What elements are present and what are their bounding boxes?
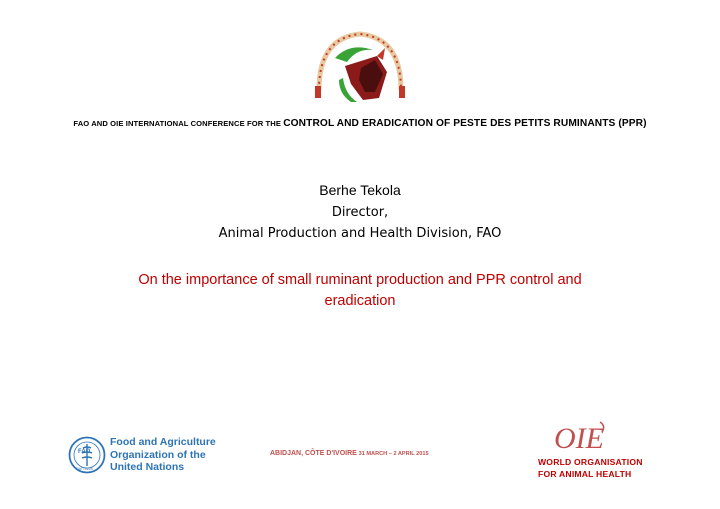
oie-mark-text: OIE [554, 422, 604, 454]
conference-logo [305, 28, 415, 106]
venue-city: ABIDJAN, CÔTE D'IVOIRE [270, 450, 357, 457]
fao-emblem-icon [68, 436, 106, 474]
fao-name-line-2: Organization of the [110, 448, 206, 461]
fao-emblem-motto: FIAT PANIS [76, 467, 93, 471]
venue-dates: 31 MARCH – 2 APRIL 2015 [358, 451, 429, 457]
talk-title-line-1: On the importance of small ruminant production and PPR control and [138, 272, 582, 288]
venue-line [270, 450, 429, 457]
speaker-division: Animal Production and Health Division, FAO [218, 226, 502, 241]
speaker-role: Director, [331, 205, 389, 220]
fao-name-line-3: United Nations [110, 461, 185, 473]
talk-title-line-2: eradication [324, 293, 396, 309]
banner-title: CONTROL AND ERADICATION OF PESTE DES PETITS RUMINANTS (PPR) [283, 118, 647, 129]
talk-title [80, 270, 640, 312]
fao-name-line-1: Food and Agriculture [110, 436, 216, 448]
conference-banner [0, 113, 720, 131]
banner-prefix: FAO AND OIE INTERNATIONAL CONFERENCE FOR THE [73, 119, 284, 128]
oie-logo-icon [550, 418, 614, 454]
fao-emblem-letters: FAO [78, 449, 91, 455]
fao-name [110, 436, 216, 474]
oie-name-line-2: FOR ANIMAL HEALTH [538, 469, 632, 479]
oie-name-line-1: WORLD ORGANISATION [538, 457, 643, 467]
oie-name [538, 456, 643, 480]
speaker-name: Berhe Tekola [319, 182, 401, 198]
